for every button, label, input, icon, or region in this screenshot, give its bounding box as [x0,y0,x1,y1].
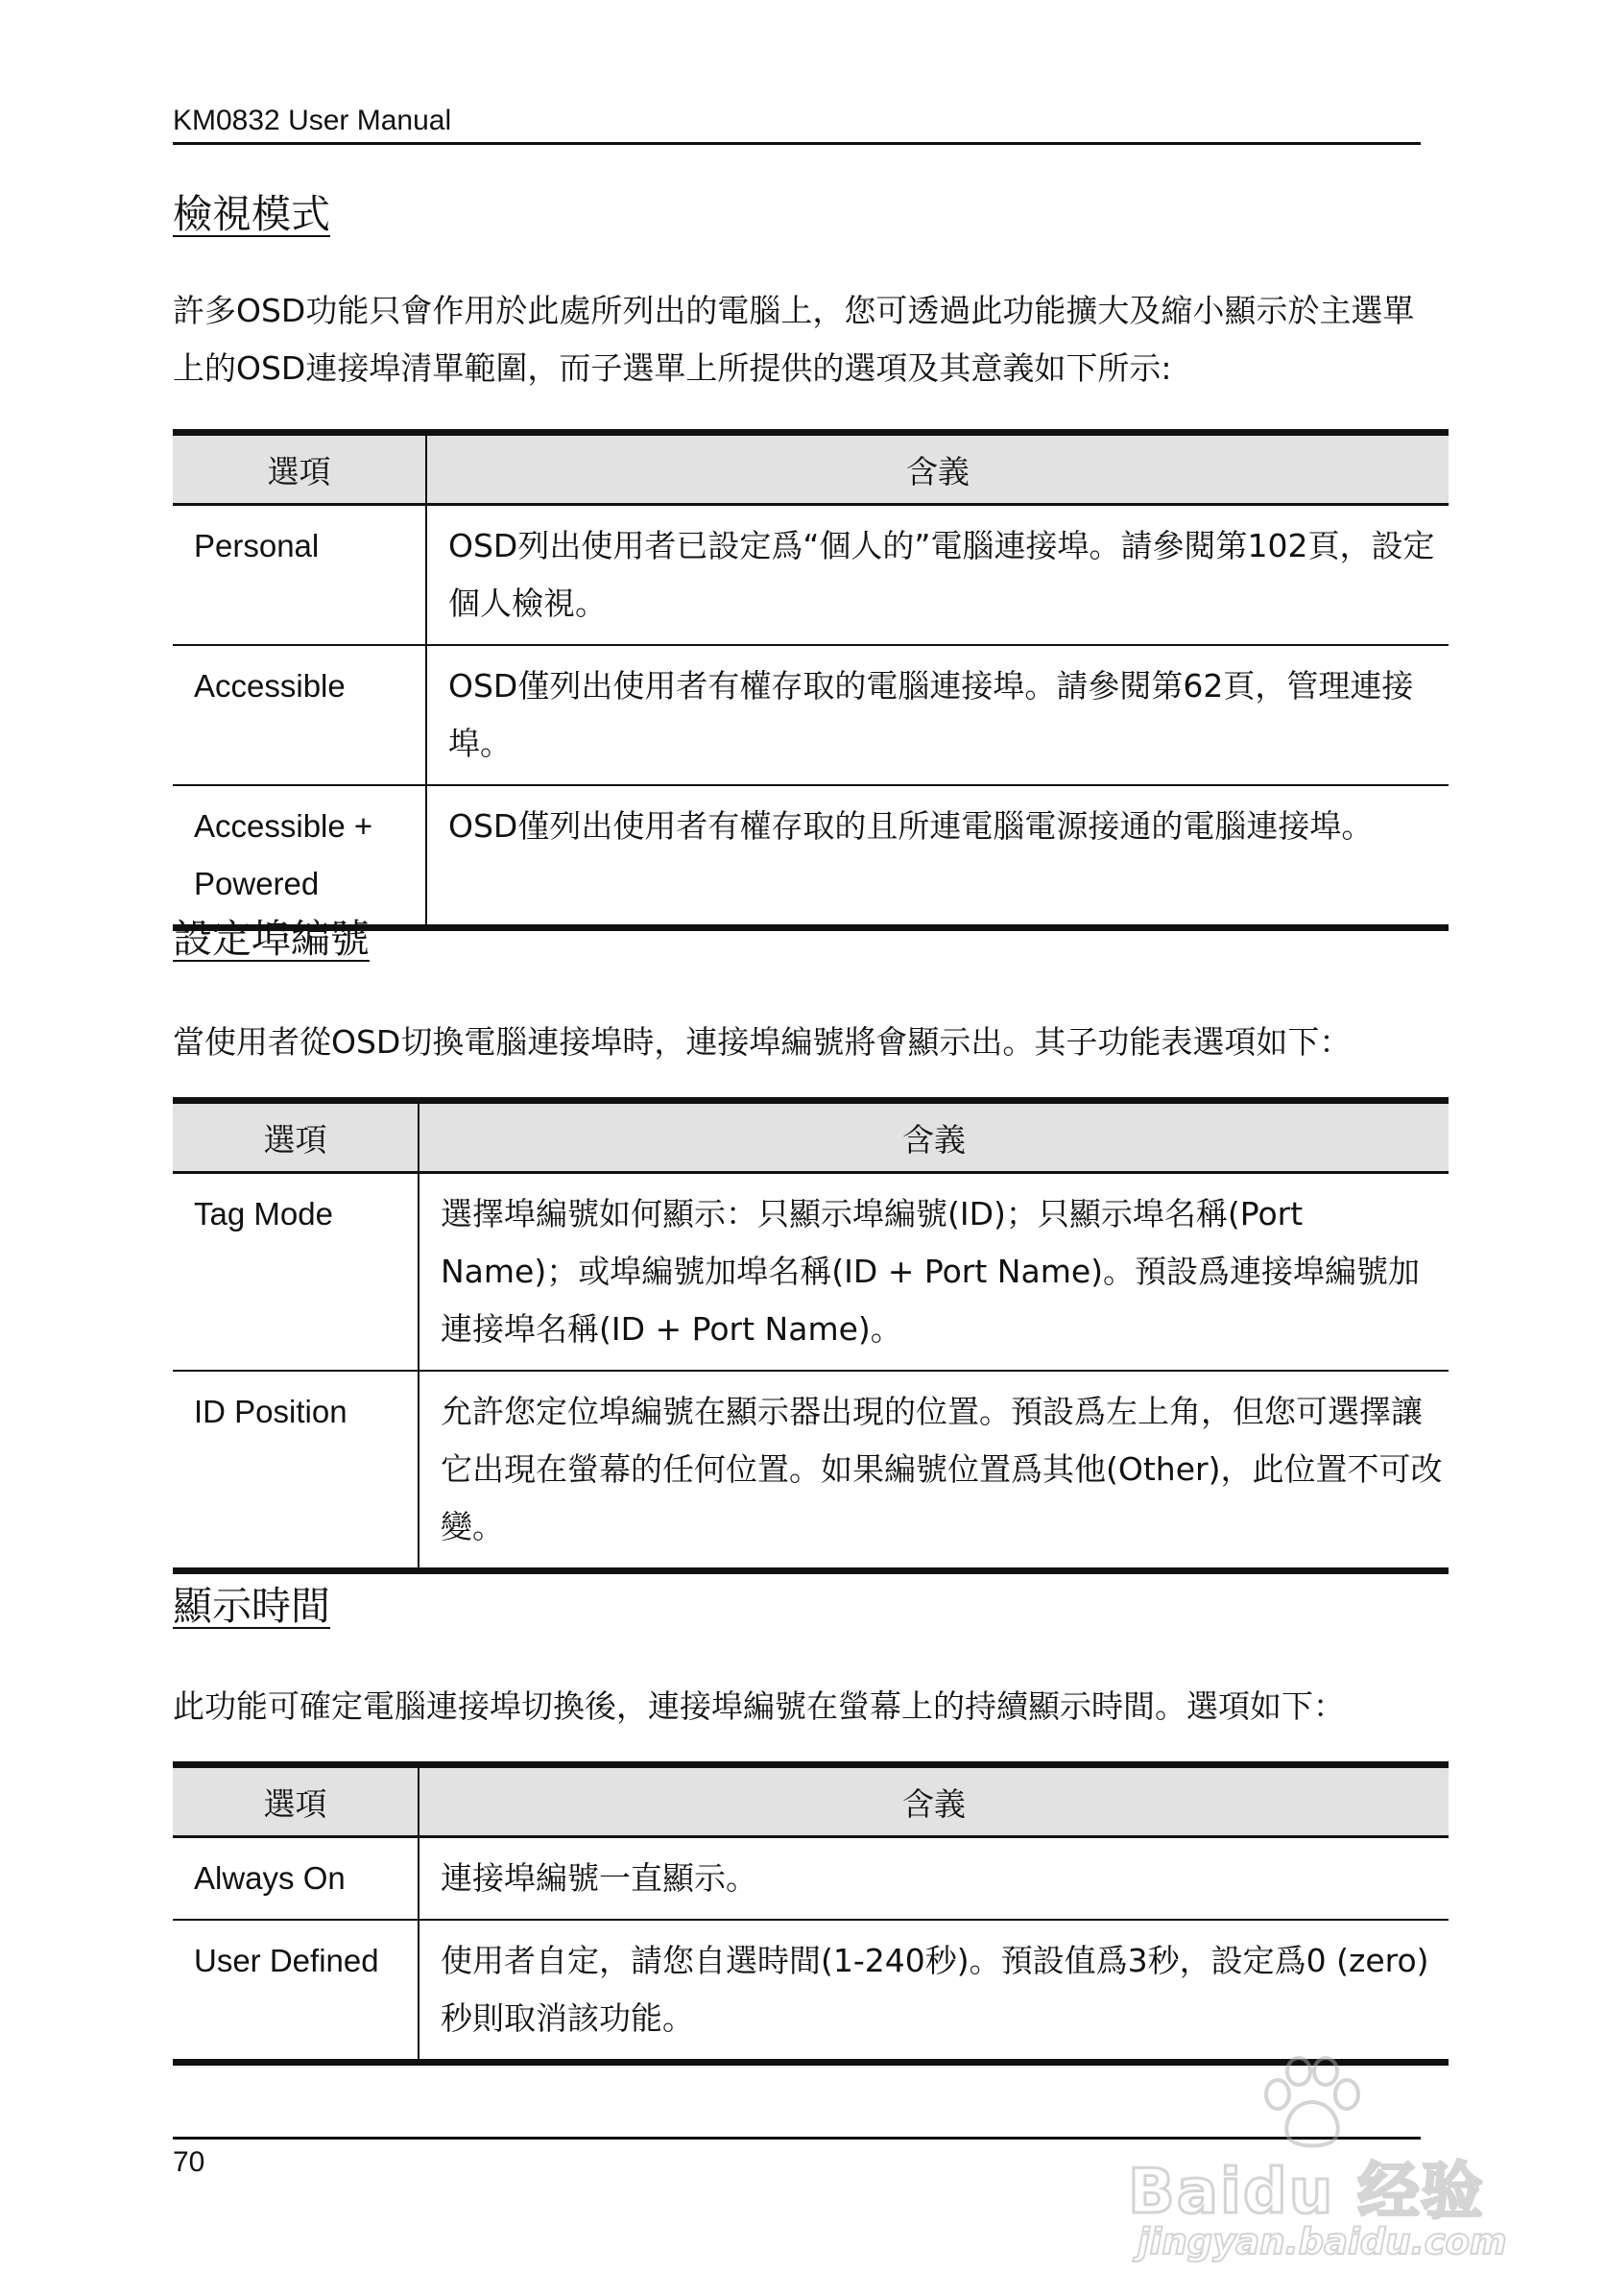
section-intro-view-mode: 許多OSD功能只會作用於此處所列出的電腦上，您可透過此功能擴大及縮小顯示於主選單上的OSD連接埠清單範圍，而子選單上所提供的選項及其意義如下所示: [173,292,1415,387]
column-header-meaning: 含義 [419,1765,1449,1837]
paw-logo-icon [1258,2056,1366,2152]
table-row [173,1837,1449,1921]
page-number: 70 [173,2146,205,2178]
column-header-option: 選項 [173,1101,419,1173]
section-title-view-mode: 檢視模式 [173,191,330,237]
option-meaning: 使用者自定，請您自選時間(1-240秒)。預設值爲3秒，設定爲0 (zero)秒則取消該功能。 [419,1920,1449,2063]
option-name: Always On [173,1837,419,1921]
table-header-row [173,433,1449,505]
option-name: Accessible [173,645,426,785]
table-row [173,1920,1449,2063]
running-header: KM0832 User Manual [173,100,1421,145]
option-meaning: OSD僅列出使用者有權存取的且所連電腦電源接通的電腦連接埠。 [426,785,1449,928]
section-intro-port-id: 當使用者從OSD切換電腦連接埠時，連接埠編號將會顯示出。其子功能表選項如下： [173,1023,1352,1061]
options-table-display-duration [173,1761,1449,2066]
table-row [173,1173,1449,1372]
table-header-row [173,1765,1449,1837]
option-name: Accessible + Powered [173,785,426,928]
option-meaning: 連接埠編號一直顯示。 [419,1837,1449,1921]
baidu-watermark [1128,2043,1512,2283]
option-meaning: OSD列出使用者已設定爲“個人的”電腦連接埠。請參閱第102頁，設定個人檢視。 [426,505,1449,646]
table-row [173,1371,1449,1571]
option-name: ID Position [173,1371,419,1571]
section-title-port-id: 設定埠編號 [173,916,370,962]
option-meaning: 允許您定位埠編號在顯示器出現的位置。預設爲左上角，但您可選擇讓它出現在螢幕的任何位置。如果編號位置爲其他(Other)，此位置不可改變。 [419,1371,1449,1571]
watermark-brand: Baidu 经验 [1128,2157,1485,2228]
table-header-row [173,1101,1449,1173]
column-header-option: 選項 [173,1765,419,1837]
options-table-view-mode [173,429,1449,931]
option-name: Tag Mode [173,1173,419,1372]
column-header-meaning: 含義 [419,1101,1449,1173]
option-name: Personal [173,505,426,646]
column-header-option: 選項 [173,433,426,505]
options-table-port-id [173,1097,1449,1574]
watermark-site: jingyan.baidu.com [1138,2221,1507,2262]
option-meaning: 選擇埠編號如何顯示：只顯示埠編號(ID)；只顯示埠名稱(Port Name)；或埠編號加埠名稱(ID + Port Name)。預設爲連接埠編號加連接埠名稱(ID + Port Name)。 [419,1173,1449,1372]
option-meaning: OSD僅列出使用者有權存取的電腦連接埠。請參閱第62頁，管理連接埠。 [426,645,1449,785]
option-name: User Defined [173,1920,419,2063]
table-row [173,505,1449,646]
section-intro-display-duration: 此功能可確定電腦連接埠切換後，連接埠編號在螢幕上的持續顯示時間。選項如下： [173,1687,1345,1725]
column-header-meaning: 含義 [426,433,1449,505]
table-row [173,645,1449,785]
section-title-display-duration: 顯示時間 [173,1583,330,1629]
